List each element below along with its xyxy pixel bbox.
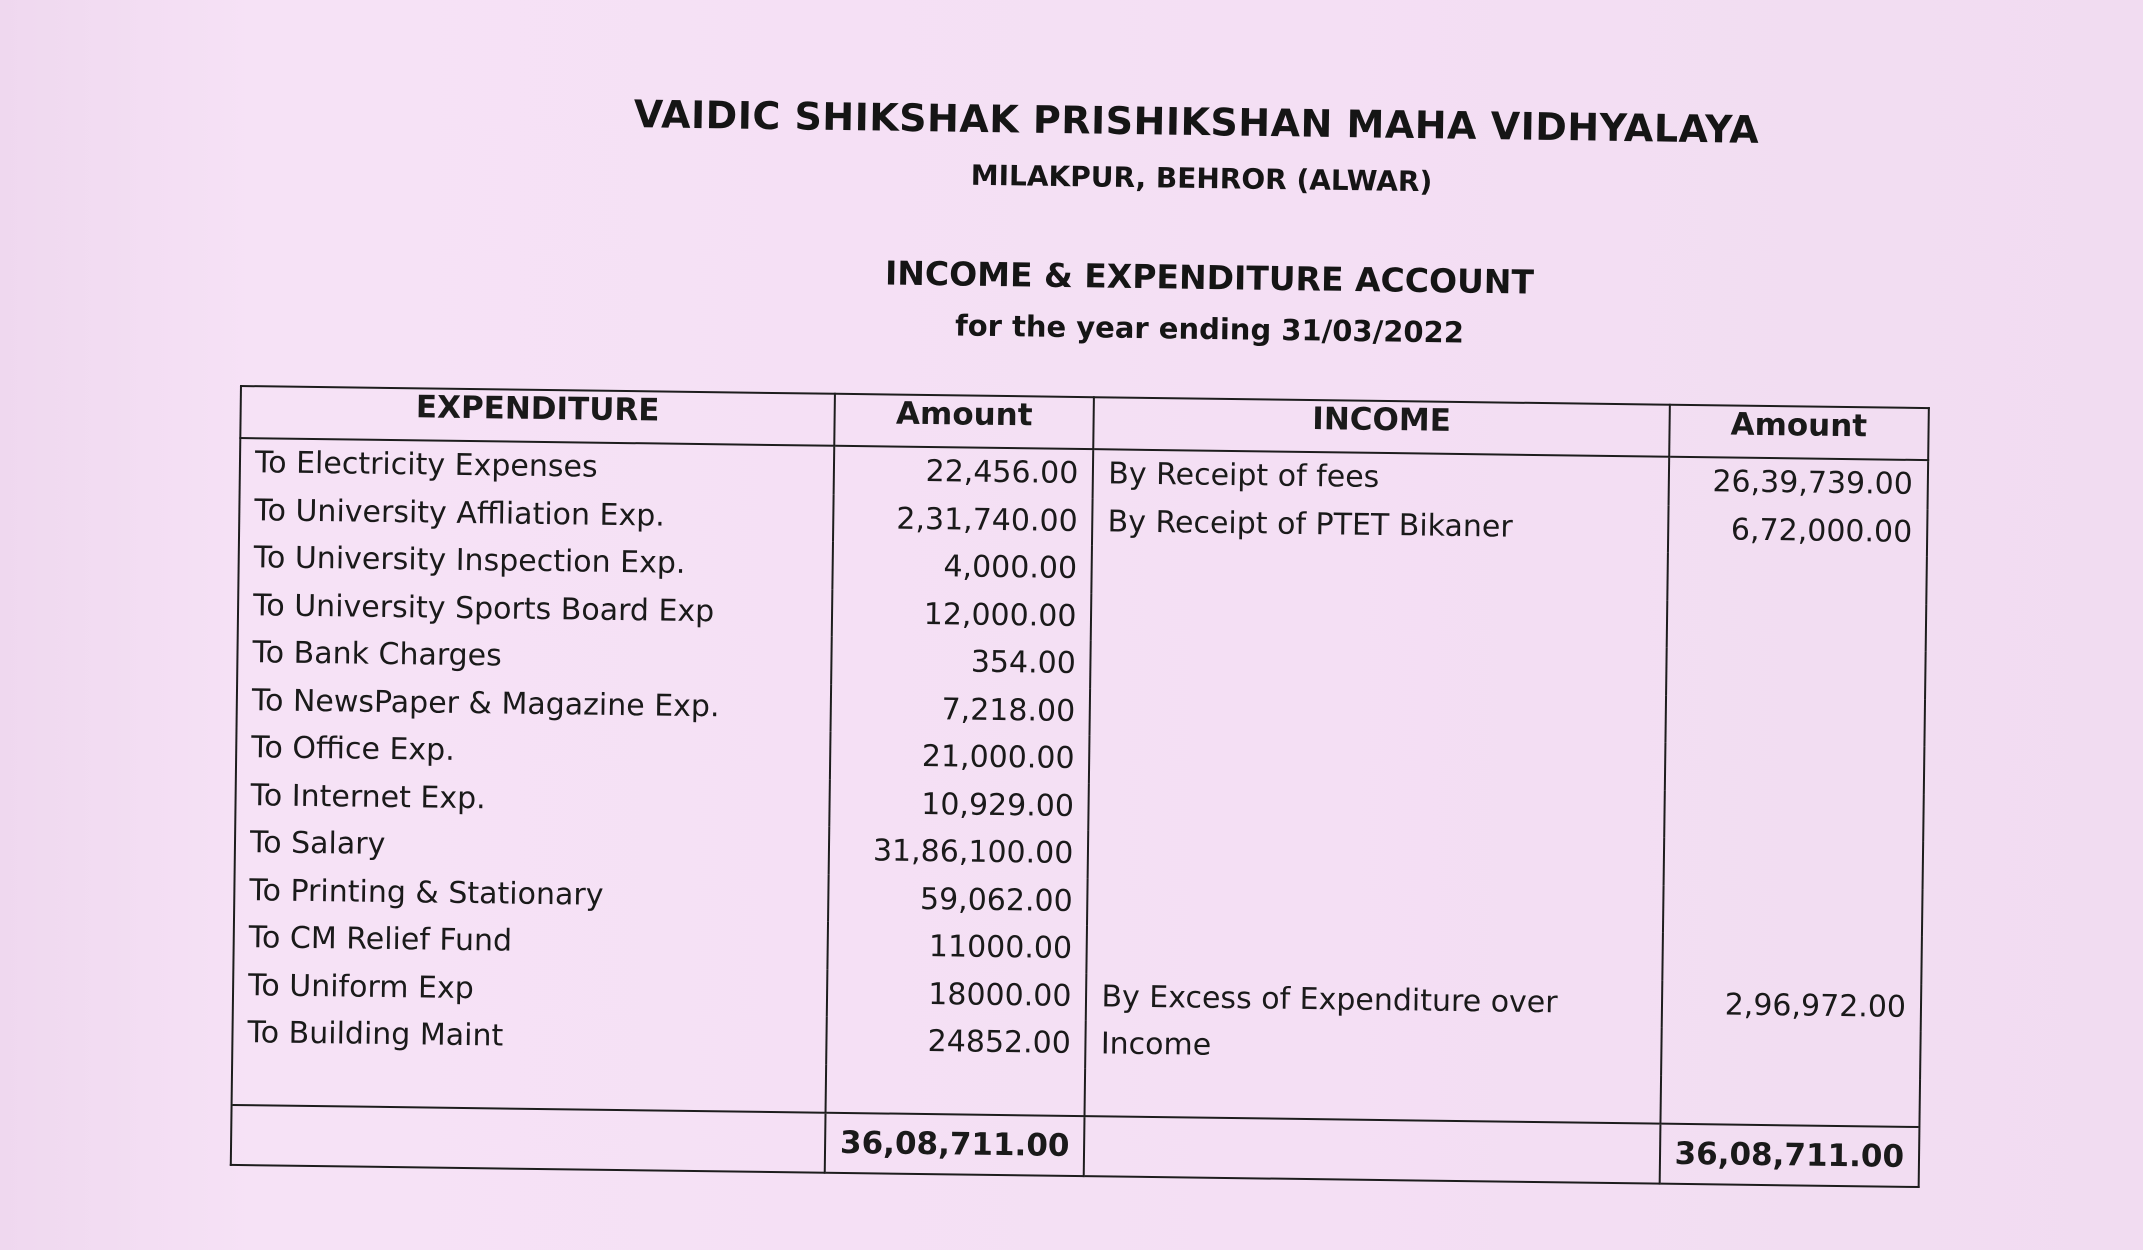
- income-label: [1089, 783, 1665, 838]
- expenditure-amount: 21,000.00: [830, 732, 1090, 783]
- income-label: [1091, 593, 1667, 648]
- expenditure-label: To University Inspection Exp.: [238, 534, 832, 589]
- expenditure-label: To Electricity Expenses: [240, 438, 834, 494]
- expenditure-label: To University Sports Board Exp: [238, 581, 832, 636]
- expenditure-label: To Office Exp.: [236, 724, 830, 779]
- expenditure-amount: 2,31,740.00: [833, 494, 1093, 545]
- income-expenditure-table: [230, 385, 1930, 1188]
- expenditure-label: To Internet Exp.: [235, 771, 829, 826]
- income-amount: 6,72,000.00: [1667, 505, 1927, 556]
- income-amount: [1662, 885, 1922, 936]
- income-label: [1087, 925, 1663, 980]
- header-expenditure: EXPENDITURE: [240, 386, 835, 446]
- income-label: [1090, 640, 1666, 695]
- expenditure-amount: 24852.00: [826, 1017, 1086, 1068]
- expenditure-label: To CM Relief Fund: [233, 914, 827, 969]
- expenditure-label: To Printing & Stationary: [234, 866, 828, 921]
- income-label: [1088, 830, 1664, 885]
- expenditure-label: To NewsPaper & Magazine Exp.: [237, 676, 831, 731]
- header-income: INCOME: [1094, 397, 1670, 457]
- income-amount: [1666, 600, 1926, 651]
- header-amount-expenditure: Amount: [834, 394, 1094, 449]
- income-expenditure-table-wrapper: [230, 385, 1930, 1187]
- income-amount: [1661, 1028, 1921, 1079]
- income-label: Income: [1086, 1020, 1662, 1075]
- income-amount: [1664, 743, 1924, 794]
- income-label: [1092, 545, 1668, 600]
- expenditure-amount: 11000.00: [827, 922, 1087, 973]
- expenditure-amount: 18000.00: [827, 969, 1087, 1020]
- header-amount-income: Amount: [1669, 405, 1929, 460]
- expenditure-label: To Building Maint: [232, 1009, 826, 1064]
- income-label: [1087, 878, 1663, 933]
- expenditure-label: To Salary: [235, 819, 829, 874]
- income-amount: [1665, 695, 1925, 746]
- expenditure-total: 36,08,711.00: [825, 1113, 1085, 1176]
- expenditure-amount: 31,86,100.00: [829, 827, 1089, 878]
- income-amount: [1662, 933, 1922, 984]
- expenditure-label: To University Affliation Exp.: [239, 487, 833, 542]
- expenditure-amount: 59,062.00: [828, 874, 1088, 925]
- expenditure-amount: 354.00: [831, 637, 1091, 688]
- expenditure-amount: 10,929.00: [829, 779, 1089, 830]
- account-title: INCOME & EXPENDITURE ACCOUNT: [884, 253, 1535, 302]
- institution-title: VAIDIC SHIKSHAK PRISHIKSHAN MAHA VIDHYALAYA: [633, 92, 1760, 152]
- institution-address: MILAKPUR, BEHROR (ALWAR): [970, 158, 1433, 199]
- table-body: [232, 438, 1929, 1127]
- account-period: for the year ending 31/03/2022: [954, 308, 1465, 350]
- income-total: 36,08,711.00: [1659, 1124, 1919, 1187]
- income-amount: 2,96,972.00: [1661, 980, 1921, 1031]
- income-label: [1090, 688, 1666, 743]
- income-amount: [1667, 553, 1927, 604]
- income-label: [1089, 735, 1665, 790]
- income-amount: 26,39,739.00: [1668, 457, 1928, 509]
- income-amount: [1666, 648, 1926, 699]
- expenditure-amount: 12,000.00: [832, 589, 1092, 640]
- income-label: By Receipt of fees: [1093, 449, 1669, 505]
- expenditure-amount: 22,456.00: [834, 446, 1094, 498]
- income-amount: [1664, 790, 1924, 841]
- expenditure-label: To Bank Charges: [237, 629, 831, 684]
- expenditure-label: To Uniform Exp: [233, 961, 827, 1016]
- expenditure-amount: 7,218.00: [830, 684, 1090, 735]
- expenditure-amount: 4,000.00: [832, 542, 1092, 593]
- income-label: By Excess of Expenditure over: [1086, 973, 1662, 1028]
- income-label: By Receipt of PTET Bikaner: [1092, 498, 1668, 553]
- income-amount: [1663, 838, 1923, 889]
